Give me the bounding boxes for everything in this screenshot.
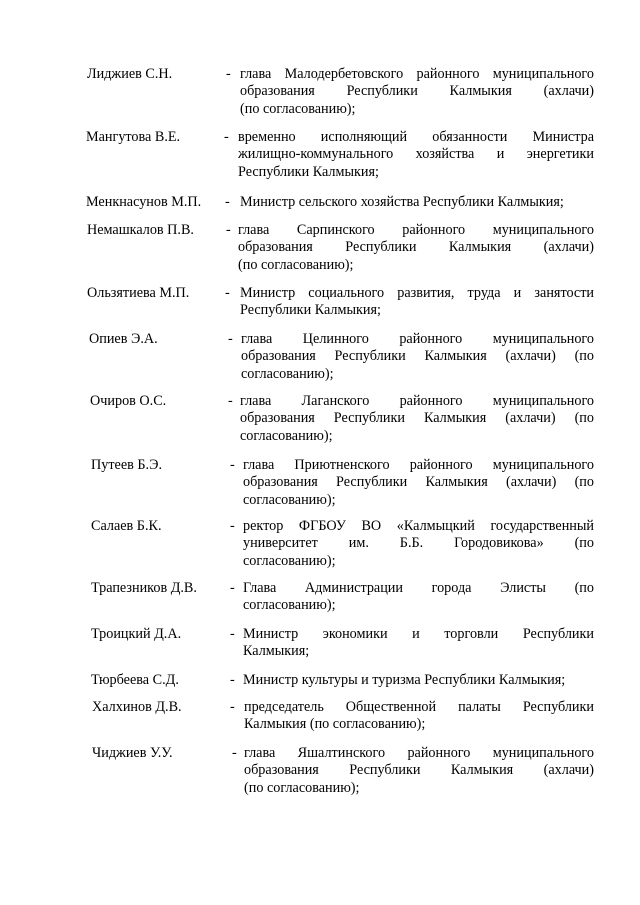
member-role-line: согласованию); bbox=[241, 365, 334, 382]
member-role-line: глава Яшалтинского районного муниципального bbox=[244, 745, 594, 761]
member-name: Немашкалов П.В. bbox=[87, 222, 194, 238]
dash-separator: - bbox=[226, 222, 231, 238]
member-name: Тюрбеева С.Д. bbox=[91, 672, 179, 688]
member-role-line: глава Целинного районного муниципального bbox=[241, 331, 594, 347]
member-role-line: Министр культуры и туризма Республики Калмыкия; bbox=[243, 672, 566, 688]
dash-separator: - bbox=[230, 626, 235, 642]
member-role-line: глава Малодербетовского районного муниципального bbox=[240, 66, 594, 82]
member-role-line: Министр сельского хозяйства Республики Калмыкия; bbox=[240, 194, 564, 210]
member-role-line: (по согласованию); bbox=[238, 256, 354, 273]
member-role-line: согласованию); bbox=[243, 597, 336, 614]
dash-separator: - bbox=[228, 393, 233, 409]
dash-separator: - bbox=[225, 285, 230, 301]
member-role-line: образования Республики Калмыкия (ахлачи) bbox=[240, 83, 594, 100]
member-role-line: согласованию); bbox=[243, 552, 336, 569]
member-name: Менкнасунов М.П. bbox=[86, 194, 202, 210]
member-name: Мангутова В.Е. bbox=[86, 129, 181, 145]
member-role-line: ректор ФГБОУ ВО «Калмыцкий государственный bbox=[243, 518, 594, 534]
member-role-line: университет им. Б.Б. Городовикова» (по bbox=[243, 535, 594, 552]
member-role-line: образования Республики Калмыкия (ахлачи) bbox=[244, 762, 594, 779]
dash-separator: - bbox=[230, 580, 235, 596]
member-role-line: глава Лаганского районного муниципального bbox=[240, 393, 594, 409]
member-name: Салаев Б.К. bbox=[91, 518, 162, 534]
member-role-line: образования Республики Калмыкия (ахлачи) bbox=[238, 239, 594, 256]
member-role-line: Министр социального развития, труда и занятости bbox=[240, 285, 594, 301]
member-role-line: образования Республики Калмыкия (ахлачи) (по bbox=[240, 410, 594, 427]
member-role-line: Глава Администрации города Элисты (по bbox=[243, 580, 594, 596]
member-name: Путеев Б.Э. bbox=[91, 457, 162, 473]
dash-separator: - bbox=[230, 457, 235, 473]
dash-separator: - bbox=[225, 194, 230, 210]
dash-separator: - bbox=[228, 331, 233, 347]
member-role-line: Калмыкия (по согласованию); bbox=[244, 716, 426, 733]
member-name: Халхинов Д.В. bbox=[92, 699, 182, 715]
dash-separator: - bbox=[232, 745, 237, 761]
member-role-line: глава Сарпинского районного муниципального bbox=[238, 222, 594, 238]
member-name: Очиров О.С. bbox=[90, 393, 167, 409]
member-name: Троицкий Д.А. bbox=[91, 626, 182, 642]
member-role-line: (по согласованию); bbox=[240, 100, 356, 117]
dash-separator: - bbox=[226, 66, 231, 82]
member-role-line: согласованию); bbox=[243, 491, 336, 508]
member-role-line: (по согласованию); bbox=[244, 779, 360, 796]
member-name: Лиджиев С.Н. bbox=[87, 66, 173, 82]
dash-separator: - bbox=[230, 672, 235, 688]
member-role-line: Министр экономики и торговли Республики bbox=[243, 626, 594, 642]
member-role-line: председатель Общественной палаты Республики bbox=[244, 699, 594, 715]
member-role-line: образования Республики Калмыкия (ахлачи) (по bbox=[243, 474, 594, 491]
dash-separator: - bbox=[224, 129, 229, 145]
member-role-line: образования Республики Калмыкия (ахлачи) (по bbox=[241, 348, 594, 365]
member-name: Опиев Э.А. bbox=[89, 331, 158, 347]
member-role-line: Республики Калмыкия; bbox=[240, 302, 381, 319]
member-role-line: согласованию); bbox=[240, 427, 333, 444]
member-role-line: Калмыкия; bbox=[243, 643, 310, 660]
member-role-line: глава Приютненского районного муниципального bbox=[243, 457, 594, 473]
member-name: Чиджиев У.У. bbox=[92, 745, 173, 761]
member-name: Трапезников Д.В. bbox=[91, 580, 197, 596]
member-name: Ользятиева М.П. bbox=[87, 285, 190, 301]
member-role-line: Республики Калмыкия; bbox=[238, 163, 379, 180]
member-role-line: временно исполняющий обязанности Министра bbox=[238, 129, 594, 145]
member-role-line: жилищно-коммунального хозяйства и энергетики bbox=[238, 146, 594, 163]
dash-separator: - bbox=[230, 699, 235, 715]
dash-separator: - bbox=[230, 518, 235, 534]
